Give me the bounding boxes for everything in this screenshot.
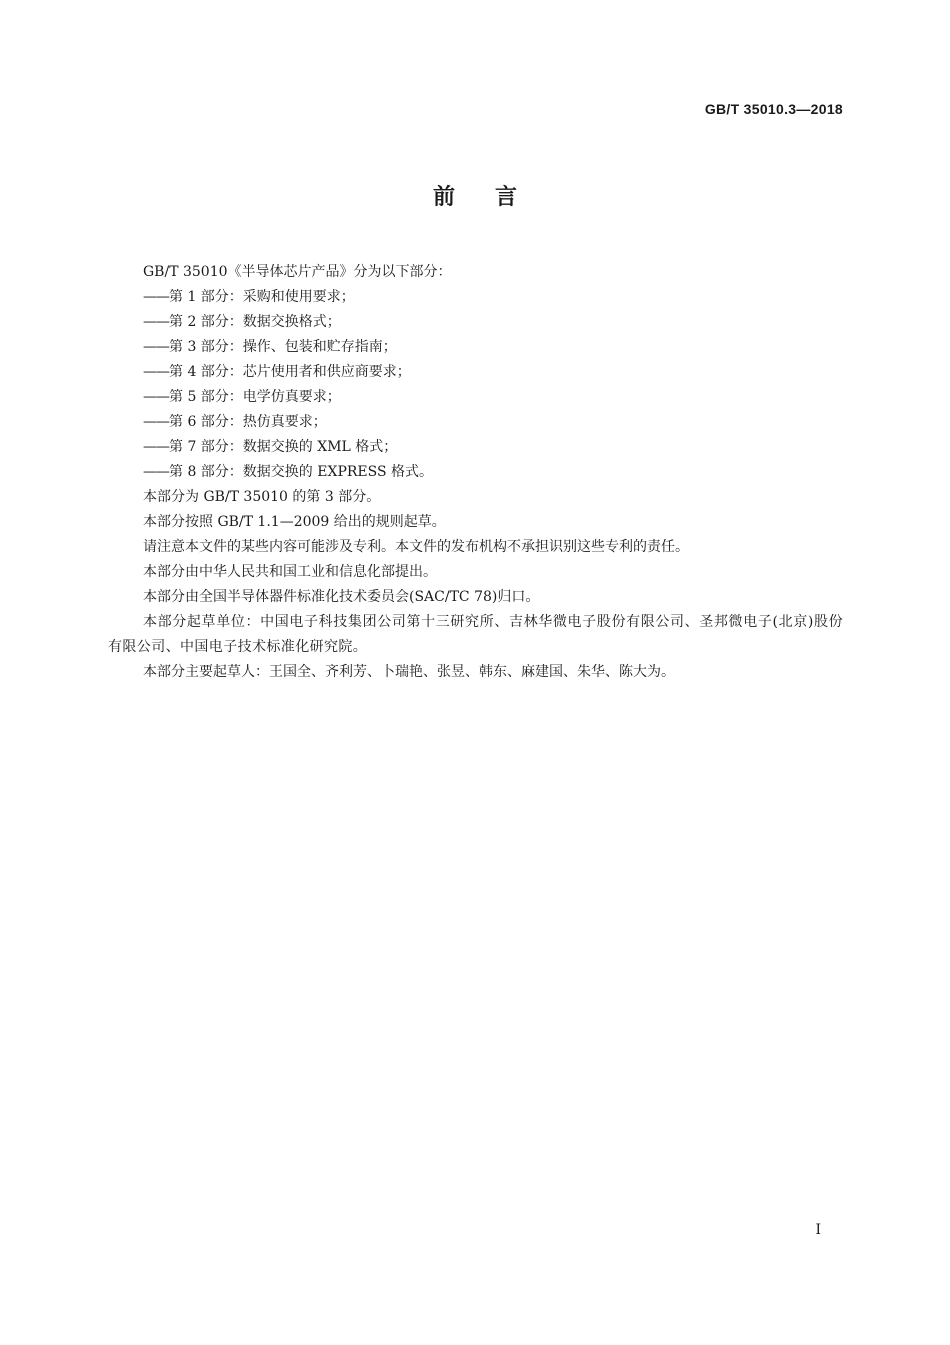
patent-notice: 请注意本文件的某些内容可能涉及专利。本文件的发布机构不承担识别这些专利的责任。	[143, 539, 689, 555]
foreword-body	[108, 260, 843, 685]
intro-line: GB/T 35010《半导体芯片产品》分为以下部分：	[143, 264, 452, 280]
statement-line: 本部分由全国半导体器件标准化技术委员会(SAC/TC 78)归口。	[143, 589, 540, 605]
part-list-item: ——第 3 部分：操作、包装和贮存指南；	[143, 339, 397, 355]
drafting-units: 本部分起草单位：中国电子科技集团公司第十三研究所、吉林华微电子股份有限公司、圣邦微电子(北京)股份有限公司、中国电子技术标准化研究院。	[108, 614, 843, 655]
part-list-item: ——第 7 部分：数据交换的 XML 格式；	[143, 439, 398, 455]
statement-line: 本部分由中华人民共和国工业和信息化部提出。	[143, 564, 437, 580]
part-list-item: ——第 4 部分：芯片使用者和供应商要求；	[143, 364, 411, 380]
page-number: I	[815, 1222, 821, 1238]
statement-line: 本部分为 GB/T 35010 的第 3 部分。	[143, 489, 381, 505]
statement-line: 本部分按照 GB/T 1.1—2009 给出的规则起草。	[143, 514, 446, 530]
part-list-item: ——第 2 部分：数据交换格式；	[143, 314, 341, 330]
part-list-item: ——第 6 部分：热仿真要求；	[143, 414, 327, 430]
page-title: 前言	[432, 185, 557, 210]
part-list-item: ——第 1 部分：采购和使用要求；	[143, 289, 355, 305]
part-list-item: ——第 8 部分：数据交换的 EXPRESS 格式。	[143, 464, 434, 480]
standard-number: GB/T 35010.3—2018	[704, 101, 843, 117]
drafters: 本部分主要起草人：王国全、齐利芳、卜瑞艳、张昱、韩东、麻建国、朱华、陈大为。	[143, 664, 675, 680]
part-list-item: ——第 5 部分：电学仿真要求；	[143, 389, 341, 405]
